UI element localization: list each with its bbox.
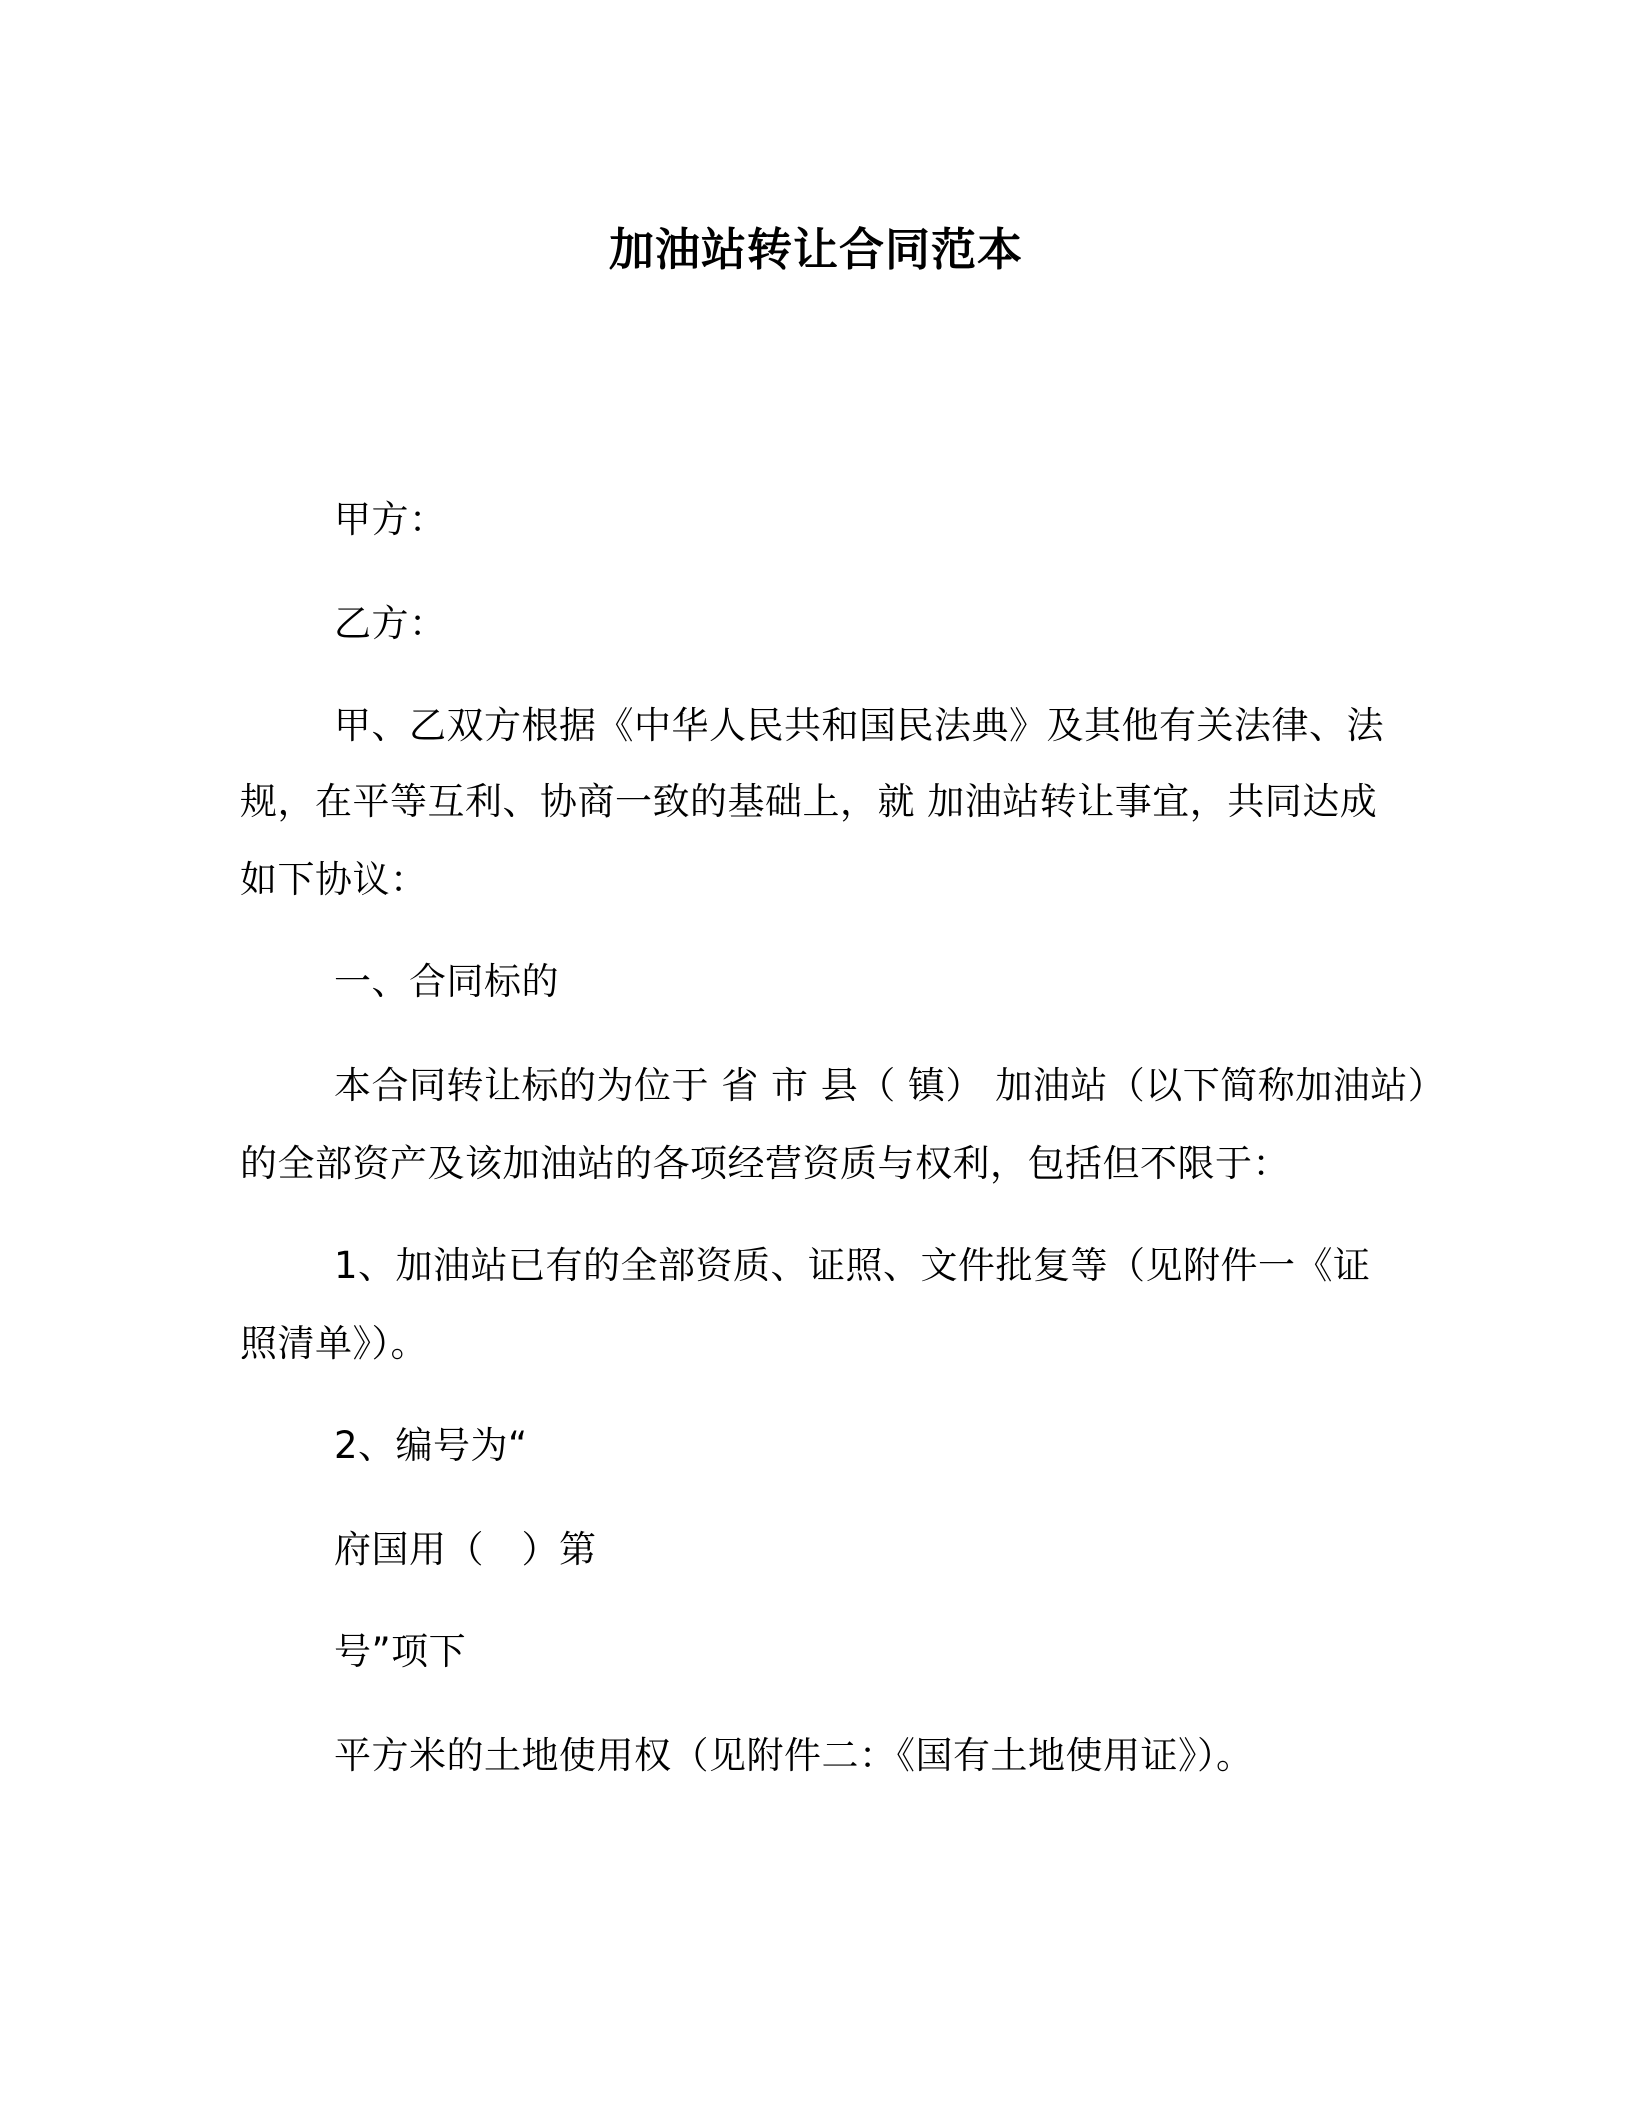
party-a-label: 甲方： bbox=[334, 498, 447, 541]
document-title: 加油站转让合同范本 bbox=[608, 223, 1023, 276]
item-2-line-2: 府国用（ ）第 bbox=[334, 1528, 597, 1571]
item-1-line-1: 1、加油站已有的全部资质、证照、文件批复等（见附件一《证 bbox=[334, 1244, 1371, 1287]
item-2-line-4: 平方米的土地使用权（见附件二：《国有土地使用证》）。 bbox=[334, 1734, 1254, 1777]
item-1-line-2: 照清单》）。 bbox=[240, 1322, 428, 1365]
item-2-line-1: 2、编号为“ bbox=[334, 1424, 528, 1467]
intro-line-3: 如下协议： bbox=[240, 858, 428, 901]
section-1-body-line-2: 的全部资产及该加油站的各项经营资质与权利，包括但不限于： bbox=[240, 1142, 1290, 1185]
item-2-line-3: 号”项下 bbox=[334, 1630, 467, 1673]
section-1-heading: 一、合同标的 bbox=[334, 960, 559, 1003]
party-b-label: 乙方： bbox=[334, 602, 447, 645]
section-1-body-line-1: 本合同转让标的为位于 省 市 县（ 镇） 加油站（以下简称加油站） bbox=[334, 1064, 1446, 1107]
intro-line-1: 甲、乙双方根据《中华人民共和国民法典》及其他有关法律、法 bbox=[334, 704, 1384, 747]
intro-line-2: 规，在平等互利、协商一致的基础上，就 加油站转让事宜，共同达成 bbox=[240, 780, 1378, 823]
